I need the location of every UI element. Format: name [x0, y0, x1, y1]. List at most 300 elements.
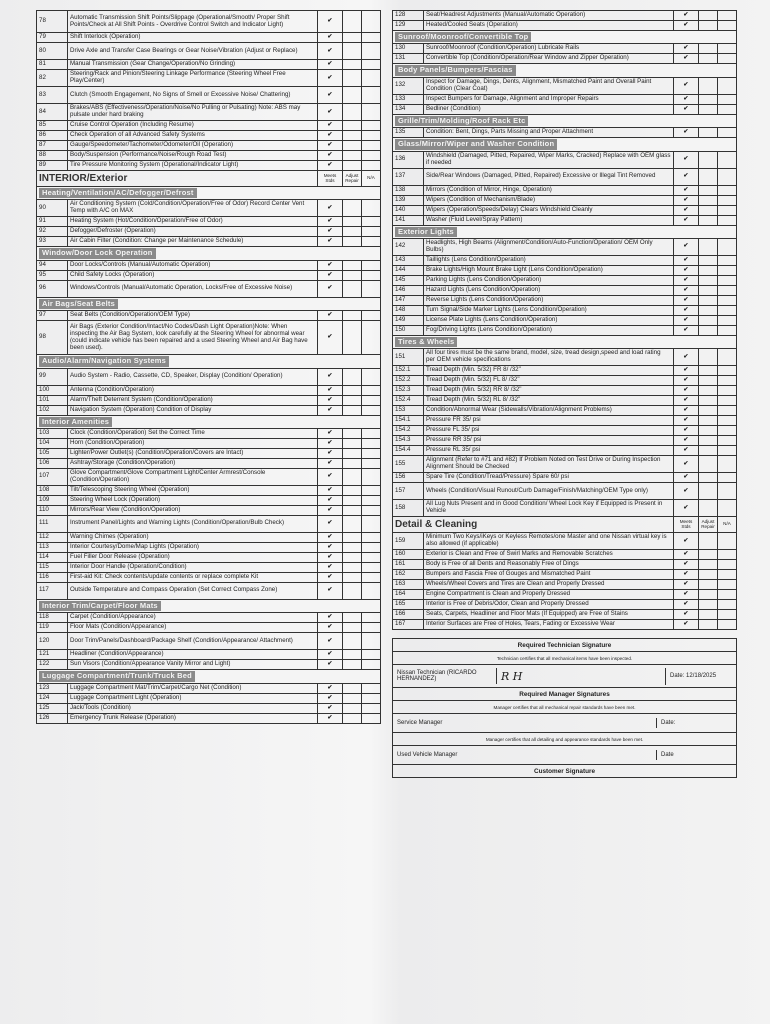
item-description: Emergency Trunk Release (Operation) — [68, 713, 318, 723]
meets-standards-checkbox[interactable]: ✔ — [674, 195, 699, 205]
adjust-repair-checkbox[interactable] — [699, 446, 718, 456]
meets-standards-checkbox[interactable]: ✔ — [318, 270, 343, 280]
adjust-repair-checkbox[interactable] — [699, 570, 718, 580]
na-checkbox[interactable] — [718, 366, 737, 376]
adjust-repair-checkbox[interactable] — [699, 376, 718, 386]
adjust-repair-checkbox[interactable] — [699, 366, 718, 376]
meets-standards-checkbox[interactable]: ✔ — [674, 406, 699, 416]
item-description: Wipers (Condition of Mechanism/Blade) — [424, 195, 674, 205]
adjust-repair-checkbox[interactable] — [343, 60, 362, 70]
adjust-repair-checkbox[interactable] — [699, 533, 718, 550]
na-checkbox[interactable] — [718, 456, 737, 473]
na-checkbox[interactable] — [362, 33, 381, 43]
adjust-repair-checkbox[interactable] — [699, 590, 718, 600]
na-checkbox[interactable] — [362, 368, 381, 385]
meets-standards-checkbox[interactable]: ✔ — [674, 500, 699, 517]
na-checkbox[interactable] — [718, 426, 737, 436]
meets-standards-checkbox[interactable]: ✔ — [674, 94, 699, 104]
na-checkbox[interactable] — [362, 660, 381, 670]
na-checkbox[interactable] — [718, 128, 737, 138]
na-checkbox[interactable] — [362, 713, 381, 723]
na-checkbox[interactable] — [362, 227, 381, 237]
adjust-repair-checkbox[interactable] — [343, 161, 362, 171]
meets-standards-checkbox[interactable]: ✔ — [674, 620, 699, 630]
adjust-repair-checkbox[interactable] — [343, 200, 362, 217]
adjust-repair-checkbox[interactable] — [343, 542, 362, 552]
item-number: 154.3 — [393, 436, 424, 446]
adjust-repair-checkbox[interactable] — [343, 87, 362, 104]
meets-standards-checkbox[interactable]: ✔ — [318, 532, 343, 542]
adjust-repair-checkbox[interactable] — [699, 325, 718, 335]
right-checklist-table — [392, 10, 737, 630]
meets-standards-checkbox[interactable]: ✔ — [318, 633, 343, 650]
na-checkbox[interactable] — [718, 580, 737, 590]
adjust-repair-checkbox[interactable] — [699, 600, 718, 610]
adjust-repair-checkbox[interactable] — [343, 131, 362, 141]
item-description: Bedliner (Condition) — [424, 104, 674, 114]
item-description: Fog/Driving Lights (Lens Condition/Operation) — [424, 325, 674, 335]
na-checkbox[interactable] — [718, 483, 737, 500]
na-checkbox[interactable] — [718, 215, 737, 225]
adjust-repair-checkbox[interactable] — [699, 426, 718, 436]
na-checkbox[interactable] — [718, 560, 737, 570]
na-checkbox[interactable] — [362, 280, 381, 297]
adjust-repair-checkbox[interactable] — [343, 572, 362, 582]
tech-signature-field[interactable]: R H — [497, 668, 666, 685]
meets-standards-checkbox[interactable]: ✔ — [318, 121, 343, 131]
adjust-repair-checkbox[interactable] — [699, 285, 718, 295]
meets-standards-checkbox[interactable]: ✔ — [318, 237, 343, 247]
meets-standards-checkbox[interactable]: ✔ — [318, 280, 343, 297]
meets-standards-checkbox[interactable]: ✔ — [674, 600, 699, 610]
na-checkbox[interactable] — [362, 131, 381, 141]
adjust-repair-checkbox[interactable] — [343, 693, 362, 703]
na-checkbox[interactable] — [718, 620, 737, 630]
meets-standards-checkbox[interactable]: ✔ — [318, 582, 343, 599]
adjust-repair-checkbox[interactable] — [699, 54, 718, 64]
meets-standards-checkbox[interactable]: ✔ — [318, 458, 343, 468]
meets-standards-checkbox[interactable]: ✔ — [318, 43, 343, 60]
meets-standards-checkbox[interactable]: ✔ — [318, 87, 343, 104]
meets-standards-checkbox[interactable]: ✔ — [318, 703, 343, 713]
meets-standards-checkbox[interactable]: ✔ — [318, 385, 343, 395]
adjust-repair-checkbox[interactable] — [699, 195, 718, 205]
meets-standards-checkbox[interactable]: ✔ — [318, 542, 343, 552]
na-checkbox[interactable] — [718, 325, 737, 335]
adjust-repair-checkbox[interactable] — [699, 580, 718, 590]
na-checkbox[interactable] — [718, 570, 737, 580]
na-checkbox[interactable] — [362, 633, 381, 650]
meets-standards-checkbox[interactable]: ✔ — [674, 533, 699, 550]
meets-standards-checkbox[interactable]: ✔ — [318, 104, 343, 121]
na-checkbox[interactable] — [718, 94, 737, 104]
na-checkbox[interactable] — [718, 610, 737, 620]
adjust-repair-checkbox[interactable] — [699, 560, 718, 570]
na-checkbox[interactable] — [362, 60, 381, 70]
na-checkbox[interactable] — [718, 185, 737, 195]
adjust-repair-checkbox[interactable] — [343, 260, 362, 270]
adjust-repair-checkbox[interactable] — [699, 11, 718, 21]
adjust-repair-checkbox[interactable] — [699, 305, 718, 315]
na-checkbox[interactable] — [718, 436, 737, 446]
meets-standards-checkbox[interactable]: ✔ — [674, 325, 699, 335]
na-checkbox[interactable] — [362, 515, 381, 532]
adjust-repair-checkbox[interactable] — [699, 104, 718, 114]
adjust-repair-checkbox[interactable] — [343, 703, 362, 713]
adjust-repair-checkbox[interactable] — [343, 562, 362, 572]
na-checkbox[interactable] — [362, 542, 381, 552]
meets-standards-checkbox[interactable]: ✔ — [674, 386, 699, 396]
adjust-repair-checkbox[interactable] — [343, 405, 362, 415]
meets-standards-checkbox[interactable]: ✔ — [318, 650, 343, 660]
meets-standards-checkbox[interactable]: ✔ — [674, 305, 699, 315]
adjust-repair-checkbox[interactable] — [699, 416, 718, 426]
adjust-repair-checkbox[interactable] — [343, 217, 362, 227]
adjust-repair-checkbox[interactable] — [699, 396, 718, 406]
na-checkbox[interactable] — [718, 11, 737, 21]
meets-standards-checkbox[interactable]: ✔ — [318, 11, 343, 33]
meets-standards-checkbox[interactable]: ✔ — [318, 151, 343, 161]
meets-standards-checkbox[interactable]: ✔ — [674, 446, 699, 456]
adjust-repair-checkbox[interactable] — [343, 660, 362, 670]
na-checkbox[interactable] — [362, 532, 381, 542]
meets-standards-checkbox[interactable]: ✔ — [674, 265, 699, 275]
adjust-repair-checkbox[interactable] — [699, 315, 718, 325]
adjust-repair-checkbox[interactable] — [699, 406, 718, 416]
na-checkbox[interactable] — [362, 468, 381, 485]
na-checkbox[interactable] — [718, 295, 737, 305]
adjust-repair-checkbox[interactable] — [343, 438, 362, 448]
item-number: 92 — [37, 227, 68, 237]
adjust-repair-checkbox[interactable] — [343, 395, 362, 405]
meets-standards-checkbox[interactable]: ✔ — [318, 200, 343, 217]
na-checkbox[interactable] — [362, 311, 381, 321]
na-checkbox[interactable] — [362, 623, 381, 633]
meets-standards-checkbox[interactable]: ✔ — [674, 426, 699, 436]
meets-standards-checkbox[interactable]: ✔ — [318, 438, 343, 448]
adjust-repair-checkbox[interactable] — [343, 613, 362, 623]
meets-standards-checkbox[interactable]: ✔ — [674, 215, 699, 225]
meets-standards-checkbox[interactable]: ✔ — [318, 572, 343, 582]
na-checkbox[interactable] — [718, 500, 737, 517]
meets-standards-checkbox[interactable]: ✔ — [318, 368, 343, 385]
meets-standards-checkbox[interactable]: ✔ — [318, 515, 343, 532]
na-checkbox[interactable] — [362, 237, 381, 247]
na-checkbox[interactable] — [362, 87, 381, 104]
na-checkbox[interactable] — [362, 505, 381, 515]
meets-standards-checkbox[interactable]: ✔ — [674, 275, 699, 285]
na-checkbox[interactable] — [718, 416, 737, 426]
na-checkbox[interactable] — [362, 161, 381, 171]
adjust-repair-checkbox[interactable] — [343, 11, 362, 33]
na-checkbox[interactable] — [718, 600, 737, 610]
adjust-repair-checkbox[interactable] — [699, 349, 718, 366]
adjust-repair-checkbox[interactable] — [343, 532, 362, 542]
na-checkbox[interactable] — [362, 104, 381, 121]
adjust-repair-checkbox[interactable] — [343, 70, 362, 87]
meets-standards-checkbox[interactable]: ✔ — [318, 70, 343, 87]
adjust-repair-checkbox[interactable] — [343, 385, 362, 395]
na-checkbox[interactable] — [362, 572, 381, 582]
meets-standards-checkbox[interactable]: ✔ — [674, 151, 699, 168]
meets-standards-checkbox[interactable]: ✔ — [318, 60, 343, 70]
na-checkbox[interactable] — [718, 151, 737, 168]
na-checkbox[interactable] — [718, 550, 737, 560]
adjust-repair-checkbox[interactable] — [343, 368, 362, 385]
adjust-repair-checkbox[interactable] — [343, 683, 362, 693]
adjust-repair-checkbox[interactable] — [699, 500, 718, 517]
na-checkbox[interactable] — [362, 683, 381, 693]
na-checkbox[interactable] — [362, 495, 381, 505]
adjust-repair-checkbox[interactable] — [699, 386, 718, 396]
na-checkbox[interactable] — [362, 395, 381, 405]
na-checkbox[interactable] — [718, 446, 737, 456]
na-checkbox[interactable] — [362, 582, 381, 599]
na-checkbox[interactable] — [362, 438, 381, 448]
adjust-repair-checkbox[interactable] — [343, 151, 362, 161]
na-checkbox[interactable] — [718, 349, 737, 366]
adjust-repair-checkbox[interactable] — [343, 458, 362, 468]
meets-standards-checkbox[interactable]: ✔ — [318, 495, 343, 505]
meets-standards-checkbox[interactable]: ✔ — [674, 473, 699, 483]
adjust-repair-checkbox[interactable] — [699, 275, 718, 285]
adjust-repair-checkbox[interactable] — [343, 270, 362, 280]
adjust-repair-checkbox[interactable] — [343, 623, 362, 633]
adjust-repair-checkbox[interactable] — [699, 44, 718, 54]
meets-standards-checkbox[interactable]: ✔ — [674, 285, 699, 295]
meets-standards-checkbox[interactable]: ✔ — [318, 405, 343, 415]
meets-standards-checkbox[interactable]: ✔ — [674, 295, 699, 305]
meets-standards-checkbox[interactable]: ✔ — [318, 713, 343, 723]
meets-standards-checkbox[interactable]: ✔ — [674, 483, 699, 500]
meets-standards-checkbox[interactable]: ✔ — [674, 255, 699, 265]
adjust-repair-checkbox[interactable] — [699, 151, 718, 168]
na-checkbox[interactable] — [718, 386, 737, 396]
adjust-repair-checkbox[interactable] — [699, 436, 718, 446]
adjust-repair-checkbox[interactable] — [343, 428, 362, 438]
right-column — [392, 10, 737, 778]
meets-standards-checkbox[interactable]: ✔ — [674, 77, 699, 94]
adjust-repair-checkbox[interactable] — [343, 104, 362, 121]
na-checkbox[interactable] — [362, 428, 381, 438]
adjust-repair-checkbox[interactable] — [343, 141, 362, 151]
adjust-repair-checkbox[interactable] — [343, 121, 362, 131]
adjust-repair-checkbox[interactable] — [699, 456, 718, 473]
meets-standards-checkbox[interactable]: ✔ — [318, 428, 343, 438]
adjust-repair-checkbox[interactable] — [343, 495, 362, 505]
adjust-repair-checkbox[interactable] — [699, 610, 718, 620]
na-checkbox[interactable] — [718, 285, 737, 295]
used-vehicle-manager-date-field[interactable] — [657, 750, 736, 760]
na-checkbox[interactable] — [362, 703, 381, 713]
meets-standards-checkbox[interactable]: ✔ — [674, 590, 699, 600]
adjust-repair-checkbox[interactable] — [343, 633, 362, 650]
adjust-repair-checkbox[interactable] — [343, 280, 362, 297]
na-checkbox[interactable] — [362, 448, 381, 458]
adjust-repair-checkbox[interactable] — [699, 205, 718, 215]
na-checkbox[interactable] — [718, 205, 737, 215]
meets-standards-checkbox[interactable]: ✔ — [318, 660, 343, 670]
section-title: Body Panels/Bumpers/Fascias — [395, 65, 516, 75]
na-checkbox[interactable] — [362, 613, 381, 623]
meets-standards-checkbox[interactable]: ✔ — [674, 54, 699, 64]
meets-standards-checkbox[interactable]: ✔ — [318, 321, 343, 355]
na-checkbox[interactable] — [362, 552, 381, 562]
meets-standards-checkbox[interactable]: ✔ — [674, 315, 699, 325]
na-checkbox[interactable] — [362, 321, 381, 355]
na-checkbox[interactable] — [362, 217, 381, 227]
meets-standards-checkbox[interactable]: ✔ — [318, 395, 343, 405]
meets-standards-checkbox[interactable]: ✔ — [674, 580, 699, 590]
adjust-repair-checkbox[interactable] — [343, 468, 362, 485]
meets-standards-checkbox[interactable]: ✔ — [318, 161, 343, 171]
na-checkbox[interactable] — [362, 650, 381, 660]
adjust-repair-checkbox[interactable] — [699, 21, 718, 31]
meets-standards-checkbox[interactable]: ✔ — [674, 376, 699, 386]
na-checkbox[interactable] — [362, 562, 381, 572]
meets-standards-checkbox[interactable]: ✔ — [674, 456, 699, 473]
na-checkbox[interactable] — [718, 376, 737, 386]
meets-standards-checkbox[interactable]: ✔ — [318, 33, 343, 43]
na-checkbox[interactable] — [362, 11, 381, 33]
adjust-repair-checkbox[interactable] — [343, 448, 362, 458]
na-checkbox[interactable] — [362, 385, 381, 395]
meets-standards-checkbox[interactable]: ✔ — [674, 366, 699, 376]
na-checkbox[interactable] — [362, 121, 381, 131]
na-checkbox[interactable] — [718, 44, 737, 54]
adjust-repair-checkbox[interactable] — [343, 505, 362, 515]
meets-standards-checkbox[interactable]: ✔ — [318, 485, 343, 495]
meets-standards-checkbox[interactable]: ✔ — [674, 168, 699, 185]
meets-standards-checkbox[interactable]: ✔ — [318, 448, 343, 458]
meets-standards-checkbox[interactable]: ✔ — [318, 552, 343, 562]
adjust-repair-checkbox[interactable] — [699, 215, 718, 225]
meets-standards-checkbox[interactable]: ✔ — [318, 505, 343, 515]
meets-standards-checkbox[interactable]: ✔ — [318, 468, 343, 485]
meets-standards-checkbox[interactable]: ✔ — [674, 185, 699, 195]
adjust-repair-checkbox[interactable] — [699, 77, 718, 94]
meets-standards-checkbox[interactable]: ✔ — [318, 693, 343, 703]
na-checkbox[interactable] — [718, 265, 737, 275]
meets-standards-checkbox[interactable]: ✔ — [318, 613, 343, 623]
na-checkbox[interactable] — [718, 77, 737, 94]
meets-standards-checkbox[interactable]: ✔ — [674, 238, 699, 255]
adjust-repair-checkbox[interactable] — [343, 650, 362, 660]
adjust-repair-checkbox[interactable] — [343, 311, 362, 321]
meets-standards-checkbox[interactable]: ✔ — [318, 623, 343, 633]
adjust-repair-checkbox[interactable] — [343, 227, 362, 237]
meets-standards-checkbox[interactable]: ✔ — [674, 570, 699, 580]
meets-standards-checkbox[interactable]: ✔ — [318, 311, 343, 321]
meets-standards-checkbox[interactable]: ✔ — [318, 562, 343, 572]
meets-standards-checkbox[interactable]: ✔ — [318, 131, 343, 141]
adjust-repair-checkbox[interactable] — [699, 620, 718, 630]
meets-standards-checkbox[interactable]: ✔ — [674, 550, 699, 560]
adjust-repair-checkbox[interactable] — [343, 582, 362, 599]
meets-standards-checkbox[interactable]: ✔ — [318, 141, 343, 151]
adjust-repair-checkbox[interactable] — [343, 43, 362, 60]
meets-standards-checkbox[interactable]: ✔ — [674, 436, 699, 446]
meets-standards-checkbox[interactable]: ✔ — [674, 610, 699, 620]
na-checkbox[interactable] — [718, 473, 737, 483]
meets-standards-checkbox[interactable]: ✔ — [318, 217, 343, 227]
used-vehicle-manager-field[interactable] — [393, 750, 657, 760]
na-checkbox[interactable] — [362, 693, 381, 703]
na-checkbox[interactable] — [362, 485, 381, 495]
meets-standards-checkbox[interactable]: ✔ — [674, 560, 699, 570]
na-checkbox[interactable] — [362, 70, 381, 87]
na-checkbox[interactable] — [718, 104, 737, 114]
adjust-repair-checkbox[interactable] — [343, 321, 362, 355]
na-checkbox[interactable] — [362, 43, 381, 60]
meets-standards-checkbox[interactable]: ✔ — [674, 104, 699, 114]
adjust-repair-checkbox[interactable] — [343, 237, 362, 247]
adjust-repair-checkbox[interactable] — [699, 550, 718, 560]
adjust-repair-checkbox[interactable] — [699, 168, 718, 185]
adjust-repair-checkbox[interactable] — [699, 265, 718, 275]
meets-standards-checkbox[interactable]: ✔ — [318, 683, 343, 693]
na-checkbox[interactable] — [718, 54, 737, 64]
adjust-repair-checkbox[interactable] — [343, 485, 362, 495]
na-checkbox[interactable] — [718, 305, 737, 315]
na-checkbox[interactable] — [718, 275, 737, 285]
meets-standards-checkbox[interactable]: ✔ — [674, 11, 699, 21]
na-checkbox[interactable] — [362, 141, 381, 151]
na-checkbox[interactable] — [718, 255, 737, 265]
na-checkbox[interactable] — [718, 168, 737, 185]
na-checkbox[interactable] — [718, 195, 737, 205]
na-checkbox[interactable] — [718, 406, 737, 416]
adjust-repair-checkbox[interactable] — [699, 483, 718, 500]
na-checkbox[interactable] — [718, 21, 737, 31]
adjust-repair-checkbox[interactable] — [343, 33, 362, 43]
service-manager-date-field[interactable] — [657, 718, 736, 728]
meets-standards-checkbox[interactable]: ✔ — [674, 396, 699, 406]
service-manager-field[interactable] — [393, 718, 657, 728]
na-checkbox[interactable] — [362, 270, 381, 280]
item-number: 144 — [393, 265, 424, 275]
na-checkbox[interactable] — [718, 590, 737, 600]
adjust-repair-checkbox[interactable] — [699, 238, 718, 255]
meets-standards-checkbox[interactable]: ✔ — [674, 128, 699, 138]
meets-standards-checkbox[interactable]: ✔ — [674, 349, 699, 366]
adjust-repair-checkbox[interactable] — [343, 515, 362, 532]
adjust-repair-checkbox[interactable] — [343, 713, 362, 723]
na-checkbox[interactable] — [362, 405, 381, 415]
na-checkbox[interactable] — [362, 200, 381, 217]
adjust-repair-checkbox[interactable] — [699, 128, 718, 138]
adjust-repair-checkbox[interactable] — [699, 255, 718, 265]
na-checkbox[interactable] — [718, 238, 737, 255]
na-checkbox[interactable] — [718, 533, 737, 550]
adjust-repair-checkbox[interactable] — [699, 295, 718, 305]
adjust-repair-checkbox[interactable] — [699, 185, 718, 195]
meets-standards-checkbox[interactable]: ✔ — [318, 260, 343, 270]
na-checkbox[interactable] — [718, 315, 737, 325]
meets-standards-checkbox[interactable]: ✔ — [674, 21, 699, 31]
adjust-repair-checkbox[interactable] — [343, 552, 362, 562]
meets-standards-checkbox[interactable]: ✔ — [674, 205, 699, 215]
meets-standards-checkbox[interactable]: ✔ — [674, 44, 699, 54]
meets-standards-checkbox[interactable]: ✔ — [674, 416, 699, 426]
na-checkbox[interactable] — [362, 260, 381, 270]
na-checkbox[interactable] — [362, 458, 381, 468]
na-checkbox[interactable] — [718, 396, 737, 406]
adjust-repair-checkbox[interactable] — [699, 94, 718, 104]
adjust-repair-checkbox[interactable] — [699, 473, 718, 483]
meets-standards-checkbox[interactable]: ✔ — [318, 227, 343, 237]
na-checkbox[interactable] — [362, 151, 381, 161]
